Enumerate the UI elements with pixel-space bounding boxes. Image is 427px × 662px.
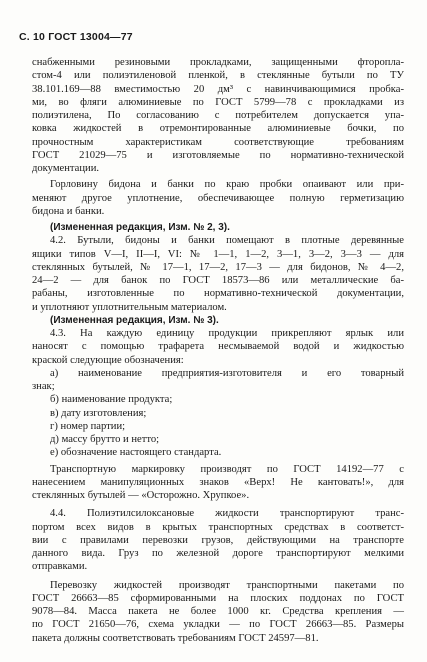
text-line: Транспортную маркировку производят по ГОСТ 14192—77 с: [50, 463, 404, 475]
paragraph-4-3: [32, 327, 404, 367]
text-line: 4.3. На каждую единицу продукции прикрепляют ярлык или: [50, 328, 404, 339]
text-line: 9078—84. Масса пакета не более 1000 кг. Средства крепления —: [32, 606, 404, 617]
text-line: а) наименование предприятия-изготовителя и его товарный: [50, 367, 404, 379]
list-item: г) номер партии;: [50, 420, 126, 432]
text-line: рабаны, изготовленные по нормативно-технической документации,: [32, 288, 404, 300]
text-line: краской следующие обозначения:: [32, 354, 184, 366]
text-line: стеклянных бутылей — «Осторожно. Хрупкое».: [32, 490, 250, 501]
marking-list: [32, 393, 404, 459]
text-line: прочностным характеристикам соответствующие требованиям: [32, 136, 404, 148]
paragraph-transport-packets: [32, 579, 404, 645]
text-line: нанесением манипуляционных знаков «Верх! Не кантовать!», для: [32, 476, 404, 488]
text-line: и уплотняют уплотнительным материалом.: [32, 301, 227, 313]
list-item: в) дату изготовления;: [50, 407, 147, 419]
text-line: ящики типов V—I, II—I, VI: № 1—1, 1—2, 3—1, 3—2, 3—3 — для: [32, 248, 404, 260]
text-line: Перевозку жидкостей производят транспортными пакетами по: [50, 579, 404, 591]
text-line: снабженными резиновыми прокладками, защищенными фторопла-: [32, 57, 404, 68]
text-line: знак;: [32, 381, 55, 392]
paragraph-packaging-continuation: [32, 56, 404, 175]
list-item: б) наименование продукта;: [50, 394, 173, 406]
amendment-note: (Измененная редакция, Изм. № 2, 3).: [50, 222, 230, 233]
list-item: д) массу брутто и нетто;: [50, 434, 160, 445]
text-line: 24—2 — для банок по ГОСТ 18573—86 или металлические ба-: [32, 275, 404, 286]
amendment-note: (Измененная редакция, Изм. № 3).: [50, 314, 219, 326]
text-line: ГОСТ 21029—75 и изготовляемые по нормативно-технической: [32, 149, 404, 161]
text-line: по ГОСТ 21650—76, схема укладки — по ГОСТ 26663—85. Размеры: [32, 619, 404, 631]
text-line: 4.4. Полиэтилсилоксановые жидкости транспортируют транс-: [50, 508, 404, 520]
text-line: данного вида. Груз по железной дороге транспортируют мелкими: [32, 548, 404, 559]
text-line: наносят с помощью трафарета несмываемой водой и жидкостью: [32, 341, 404, 353]
text-line: ковка жидкостей в отремонтированные алюминиевые бочки, по: [32, 123, 404, 135]
text-line: 38.101.169—88 вместимостью 20 дм³ с навинчивающимися пробка-: [32, 83, 404, 95]
list-item: е) обозначение настоящего стандарта.: [50, 447, 222, 459]
text-line: портом всех видов в крытых транспортных средствах в соответст-: [32, 521, 404, 533]
paragraph-4-2: [32, 234, 404, 314]
text-line: документации.: [32, 163, 100, 174]
text-line: полиэтилена, По согласованию с потребителем допускается упа-: [32, 110, 404, 121]
text-line: бидона и банки.: [32, 205, 105, 217]
text-line: ГОСТ 26663—85 сформированными на плоских поддонах по ГОСТ: [32, 592, 404, 604]
document-body: [32, 56, 404, 645]
text-line: стеклянных бутылей, № 17—1, 17—2, 17—3 — для бидонов, № 4—2,: [32, 261, 404, 273]
paragraph-transport-marking: [32, 463, 404, 503]
page-header: С. 10 ГОСТ 13004—77: [19, 31, 133, 43]
paragraph-neck-sealing: [32, 178, 404, 218]
list-item-a: [32, 367, 404, 394]
paragraph-4-4: [32, 507, 404, 573]
text-line: стом-4 или полиэтиленовой пленкой, в стеклянные бутыли по ТУ: [32, 70, 404, 82]
text-line: вии с правилами перевозки грузов, действующими на транспорте: [32, 534, 404, 546]
text-line: Горловину бидона и банки по краю пробки опаивают или при-: [50, 179, 404, 191]
text-line: меняют другое уплотнение, обеспечивающее полную герметизацию: [32, 192, 404, 204]
text-line: 4.2. Бутыли, бидоны и банки помещают в плотные деревянные: [50, 235, 404, 247]
text-line: пакета должны соответствовать требованиям ГОСТ 24597—81.: [32, 632, 319, 644]
text-line: ми, во фляги алюминиевые по ГОСТ 5799—78 с прокладками из: [32, 96, 404, 108]
text-line: отправками.: [32, 561, 88, 573]
